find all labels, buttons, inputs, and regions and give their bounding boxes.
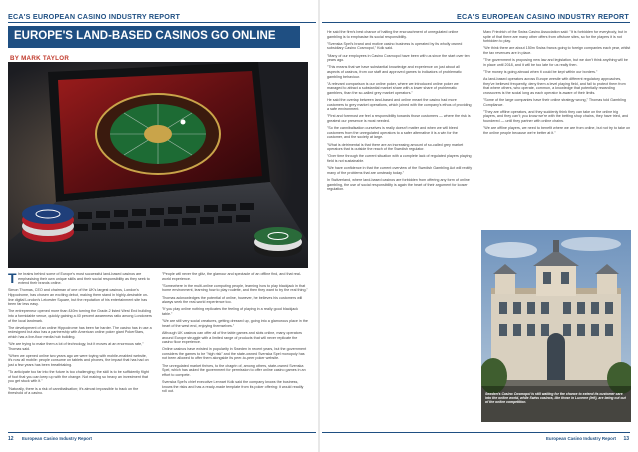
paragraph: The entrepreneur opened more than £40m turning the Grade-2 listed West End building into a formidable venue, quickly gaining a 40 percent awareness ratio among Londoners of the local landmark. [8, 309, 152, 323]
paragraph: "We think there are about 150m Swiss francs going to foreign companies each year, whilst the tax revenues are in place. [483, 46, 631, 55]
article-column-3 [327, 30, 473, 194]
footer-rule-right [322, 432, 630, 433]
article-column-2 [162, 272, 308, 396]
paragraph: "Some of the large companies have their online strategy wrong," Thomas told Gambling Compliance. [483, 98, 626, 107]
header-rule-left [8, 22, 316, 23]
paragraph: "So the cannibalisation ourselves is really doesn't matter and when we will bleed customers from the unregulated operators to a safer alternative it is a win for the customer, and the society at large. [327, 126, 458, 140]
paragraph: "A relevant comparison is our online poker, where we introduced online poker we managed to attract a substantial market share with a lower share of problematic gamblers, than the so-called grey market operators." [327, 81, 459, 95]
paragraph: The unregulated market thrives, to the chagrin of, among others, state-owned Svenska Spel, which has asked the government for permission to offer online casino games in an effort to compete. [162, 363, 306, 377]
paragraph: "We are trying to make them a lot of technology, but it moves at an enormous rate," Thomas said. [8, 342, 144, 351]
paragraph: "Somewhere in the multi-online computing people, learning how to play blackjack in that home environment, learning how to play roulette, and then they want to try the real thing." [162, 283, 308, 293]
article-column-1 [8, 272, 152, 398]
header-rule-right [322, 22, 630, 23]
dropcap-initial: T [8, 270, 17, 286]
paragraph: "First and foremost we feel a responsibility towards those customers — where the risk is greatest our presence is most needed. [327, 114, 471, 124]
paragraph: "Many of our employees in Casino Cosmopol have been with us since the start over ten years ago. [327, 53, 470, 63]
running-header-right: ECA'S EUROPEAN CASINO INDUSTRY REPORT [456, 12, 629, 21]
footer-label-right: European Casino Industry Report [545, 436, 616, 441]
running-header-left: ECA'S EUROPEAN CASINO INDUSTRY REPORT [8, 12, 181, 21]
paragraph: As land-based operators across Europe wrestle with different regulatory approaches, they've believed frequently, deny them a level playing field, and fail to protect them from that where others, who operate, common, a knowledge that potentially rewarding crossovers is the social long as each operator is aware of their limits. [483, 77, 626, 95]
paragraph: "Naturally, there is a risk of cannibalisation; it's almost impossible to track on the threshold of a casino. [8, 386, 139, 396]
paragraph: "We are offline players, we need to benefit where we are from online, but not try to take on the online people because we're better at it." [483, 126, 631, 135]
paragraph: He said the firm's best chance of halting the encroachment of unregulated online gambling is to emphasise its social responsibility. [327, 30, 459, 39]
paragraph: "Over time through the current situation with a complete lack of regulated players playing field is not sustainable. [327, 154, 472, 163]
paragraph: "What is detrimental is that there are an increasing amount of so-called grey market operators that is outside the reach of the Swedish regulator. [327, 142, 464, 152]
footer-rule-left [8, 432, 316, 433]
paragraph: Although UK casinos can offer all of the table games and slots online, many operators around Europe struggle with a limited range of products that will never replicate the casino floor experience. [162, 330, 302, 345]
paragraph: "This means that we have substantial knowledge and experience on just about all aspects of casinos, from our staff and approved games to indicators of problematic gambling behaviour. [327, 65, 462, 79]
paragraph: "To anticipate too far into the future is too challenging; the skill is to be sufficiently flight of foot that you can keep up with the change. Not making so heavy an investment that you get stuck with it." [8, 370, 149, 384]
paragraph: "They are offline operators, and they suddenly think they can take on the online big players, and they can't; you know we're with the betting shop chains, they have tried, and foundered — until they partner with online chains. [483, 109, 629, 124]
paragraph: In Switzerland, where land-based casinos are forbidden from offering any form of online gambling, the use of social responsibility is again the heart of their argument for looser regulation. [327, 177, 470, 192]
right-page [320, 0, 638, 452]
article-column-4 [483, 30, 631, 138]
paragraph: "The government is proposing new law and legislation, but we don't think anything will be in place until 2018, and it will be too late for us really then. [483, 58, 628, 67]
photo-caption: Sweden's Casino Cosmopol is still waiting for the chance to extend its customer care into the online world, while Swiss casinos, like those in Lucerne (left), are being cut out of the online competition. [485, 392, 626, 405]
article-title: EUROPE'S LAND-BASED CASINOS GO ONLINE [14, 30, 276, 42]
paragraph: "If you play online nothing replicates the feeling of playing in a really good blackjack table." [162, 307, 298, 316]
hero-illustration [8, 62, 308, 268]
page-number-left: 12 [8, 436, 14, 442]
paragraph: "We have confidence in that the current overview of the Swedish Gambling Act will rectify many of the problems that are unsteady today." [327, 166, 473, 175]
page-number-right: 13 [623, 436, 629, 442]
paragraph: "People will never the glitz, the glamour and spectacle of an offline find, and that real-world experience. [162, 272, 301, 281]
paragraph: "Svenska Spel's brand and motive casino business is operated by its wholly owned subsidiary Casino Cosmopol," Kolk said. [327, 41, 463, 51]
paragraph: The development of an online Hippodrome has been far harder. The casino has in use a redesigned but also has a partnership with American online poker giant PokerStars, which has a live-floor media hub building. [8, 325, 152, 339]
chip-stack-right [254, 227, 302, 257]
paragraph: He said the overlap between land-based and online meant the casino had more customers to grey market operations, which joined with the company's ethos of providing a safe environment. [327, 98, 472, 112]
paragraph: Thomas acknowledges the potential of online, however, he believes his customers will always seek the real-world experience too. [162, 295, 303, 305]
byline: BY MARK TAYLOR [10, 55, 70, 62]
hero-image-laptop-roulette [8, 62, 308, 268]
paragraph: Online casinos have existed in popularity in Sweden in recent years, but the government considers the games to be "high risk" and the state-owned Svenska Spel monopoly has not been allowed to offer them alongside its peer-to-peer poker website. [162, 347, 307, 361]
left-page [0, 0, 318, 452]
paragraph: "When we opened online two years ago we were toying with mobile-enabled website, it's now all mobile: people consume on tablets and phones, the impact that has had on just a few years has been breathtaking. [8, 353, 149, 368]
paragraph: "The money is going abroad when it could be kept within our borders." [483, 69, 598, 74]
paragraph: Simon Thomas, CEO and chairman of one of the UK's largest casinos, London's Hippodrome, has chosen an exciting debut, making them stand in highly-desirable on-line digital London's Leicester Square, but the reputation of his entertainment site has been far less easy. [8, 288, 149, 307]
chip-stack [22, 204, 74, 242]
casino-photo-lucerne [481, 230, 631, 422]
footer-label-left: European Casino Industry Report [22, 436, 93, 441]
lead-paragraph: he brains behind some of Europe's most successful land-based casinos are emphasising their own unique skills and their social responsibility as they seek to extend their brands online. [18, 272, 150, 286]
paragraph: Svenska Spel's chief executive Lennart Kolk said the company knows the business, knows the risks and has a ready-made template from its poker offering: it would readily roll out. [162, 380, 304, 394]
paragraph: Marc Friedrich of the Swiss Casino Association said: "It is forbidden for everybody, but in spite of that there are many other offers from offshore sites, so for the players it is not forbidden to play. [483, 30, 628, 44]
paragraph: "We are still very social creatures, getting dressed up, going into a glamorous place in the heart of the west end, enjoying themselves." [162, 319, 308, 328]
title-banner [8, 26, 300, 48]
